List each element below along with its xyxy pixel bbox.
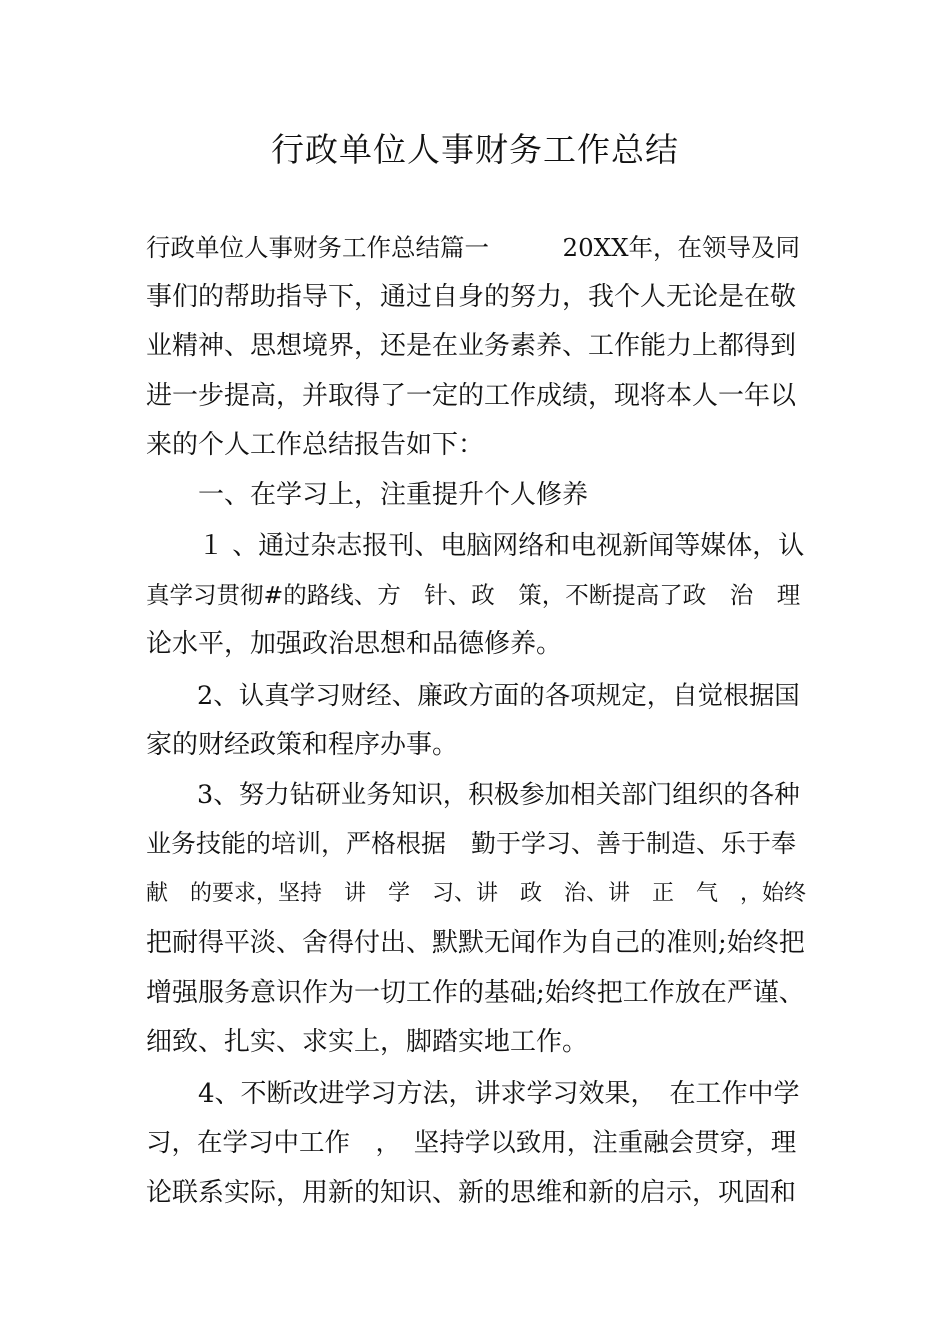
body-line: 行政单位人事财务工作总结篇一 20XX年，在领导及同 <box>146 233 801 262</box>
body-line: 论水平，加强政治思想和品德修养。 <box>146 629 563 659</box>
body-line: 3、努力钻研业务知识，积极参加相关部门组织的各种 <box>146 780 800 810</box>
body-line: 真学习贯彻#的路线、方 针、政 策，不断提高了政 治 理 <box>146 581 801 609</box>
body-line: 2、认真学习财经、廉政方面的各项规定，自觉根据国 <box>146 681 800 711</box>
body-line: １ 、通过杂志报刊、电脑网络和电视新闻等媒体，认 <box>146 531 805 561</box>
body-line: 细致、扎实、求实上，脚踏实地工作。 <box>146 1027 589 1057</box>
body-line: 4、不断改进学习方法，讲求学习效果， 在工作中学 <box>146 1079 800 1109</box>
body-line: 业务技能的培训，严格根据 勤于学习、善于制造、乐于奉 <box>146 829 797 858</box>
body-line: 来的个人工作总结报告如下： <box>146 430 485 460</box>
body-line: 论联系实际，用新的知识、新的思维和新的启示，巩固和 <box>146 1178 797 1208</box>
body-line: 把耐得平淡、舍得付出、默默无闻作为自己的准则;始终把 <box>146 928 805 958</box>
body-line: 习，在学习中工作 ， 坚持学以致用，注重融会贯穿，理 <box>146 1128 797 1158</box>
body-line: 增强服务意识作为一切工作的基础;始终把工作放在严谨、 <box>146 978 805 1008</box>
body-line: 业精神、思想境界，还是在业务素养、工作能力上都得到 <box>146 331 797 361</box>
document-title: 行政单位人事财务工作总结 <box>271 130 679 169</box>
body-line: 进一步提高，并取得了一定的工作成绩，现将本人一年以 <box>146 381 797 411</box>
body-line: 献 的要求，坚持 讲 学 习、讲 政 治、讲 正 气 ，始终 <box>146 881 807 906</box>
section-heading: 一、在学习上，注重提升个人修养 <box>146 480 589 510</box>
body-line: 事们的帮助指导下，通过自身的努力，我个人无论是在敬 <box>146 282 797 312</box>
body-line: 家的财经政策和程序办事。 <box>146 730 459 760</box>
